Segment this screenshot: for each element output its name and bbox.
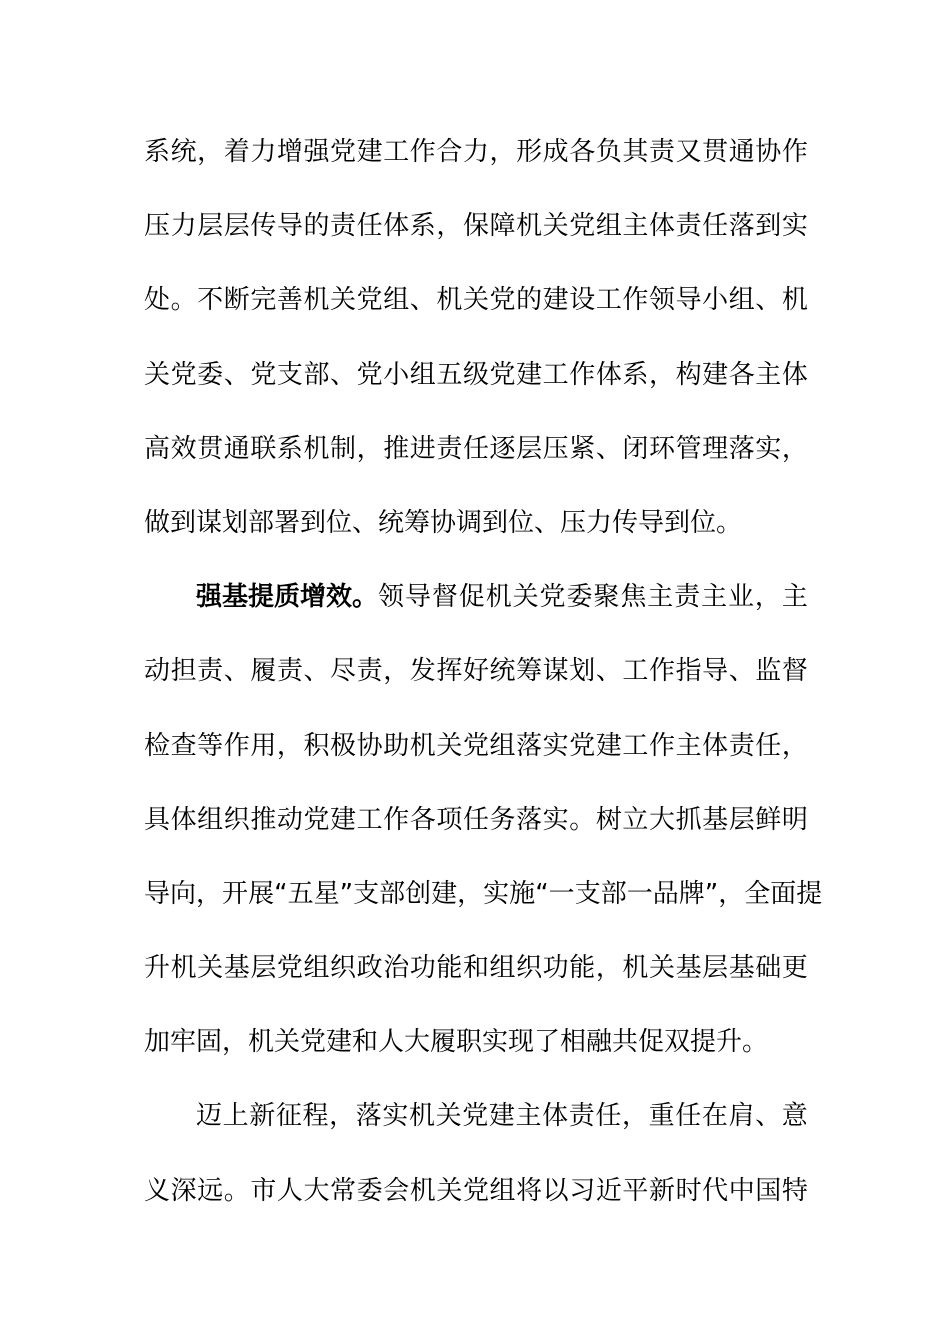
paragraph-start-line: 迈 上 新 征 程 ， 落 实 机 关 党 建 主 体 责 任 ， 重 任 在 肩 、 意 (196, 1101, 808, 1132)
document-body (144, 120, 823, 1233)
text-line: 导 向 ， 开 展 “ 五 星 ” 支 部 创 建 ， 实 施 “ 一 支 部 一 品 牌 ” ， 全 面 提 (144, 878, 823, 909)
text-line: 做到谋划部署到位、统筹协调到位、压力传导到位。 (144, 507, 743, 538)
text-line: 升 机 关 基 层 党 组 织 政 治 功 能 和 组 织 功 能 ， 机 关 基 层 基 础 更 (144, 953, 808, 984)
text-line: 处 。 不 断 完 善 机 关 党 组 、 机 关 党 的 建 设 工 作 领 导 小 组 、 机 (144, 285, 808, 316)
text-line: 高 效 贯 通 联 系 机 制 ， 推 进 责 任 逐 层 压 紧 、 闭 环 管 理 落 实 ， (144, 433, 808, 464)
text-line: 领 导 督 促 机 关 党 委 聚 焦 主 责 主 业 ， 主 (378, 582, 808, 613)
section-heading: 强基提质增效。 (196, 582, 379, 613)
paragraph-start-line (144, 565, 808, 639)
text-line: 压 力 层 层 传 导 的 责 任 体 系 ， 保 障 机 关 党 组 主 体 责 任 落 到 实 (144, 211, 808, 242)
text-line: 动 担 责 、 履 责 、 尽 责 ， 发 挥 好 统 筹 谋 划 、 工 作 指 导 、 监 督 (144, 656, 808, 687)
text-line: 系 统 ， 着 力 增 强 党 建 工 作 合 力 ， 形 成 各 负 其 责 又 贯 通 协 作 (144, 137, 808, 167)
text-line: 义 深 远 。 市 人 大 常 委 会 机 关 党 组 将 以 习 近 平 新 时 代 中 国 特 (144, 1175, 808, 1206)
text-line: 具 体 组 织 推 动 党 建 工 作 各 项 任 务 落 实 。 树 立 大 抓 基 层 鲜 明 (144, 804, 808, 835)
text-line: 检 查 等 作 用 ， 积 极 协 助 机 关 党 组 落 实 党 建 工 作 主 体 责 任 ， (144, 730, 808, 761)
text-line: 加牢固，机关党建和人大履职实现了相融共促双提升。 (144, 1027, 769, 1058)
text-line: 关 党 委 、 党 支 部 、 党 小 组 五 级 党 建 工 作 体 系 ， 构 建 各 主 体 (144, 359, 808, 390)
